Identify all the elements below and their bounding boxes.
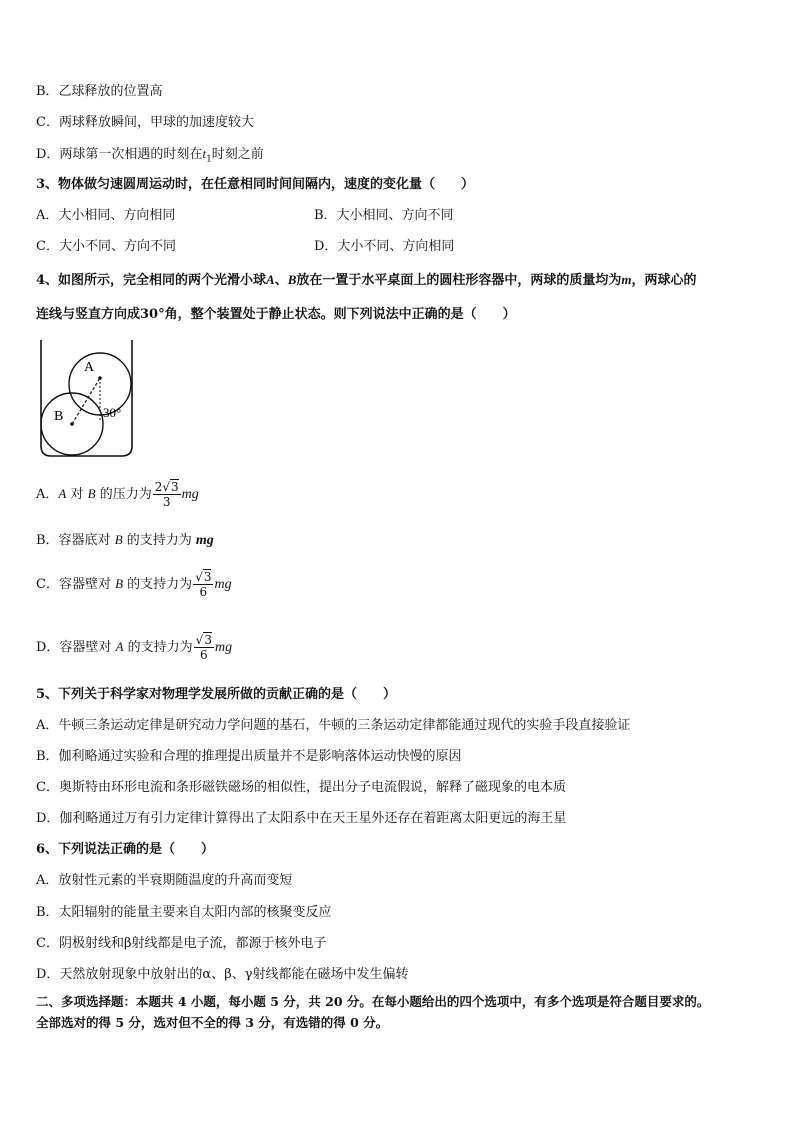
center-b	[70, 422, 74, 426]
q4-option-c-prefix: C．容器壁对	[36, 577, 116, 592]
q4-option-d-mg: mg	[214, 640, 233, 655]
q6-stem: 6、下列说法正确的是（ ）	[36, 842, 215, 857]
q3-option-a: A．大小相同、方向相同	[36, 208, 176, 223]
q4-option-b-prefix: B．容器底对	[36, 533, 115, 548]
q4-figure	[36, 338, 136, 462]
q5-option-d: D．伽利略通过万有引力定律计算得出了太阳系中在天王星外还存在着距离太阳更远的海王星	[36, 811, 567, 826]
q2-option-b: B．乙球释放的位置高	[36, 84, 163, 99]
q4-option-a-mg: mg	[181, 487, 199, 502]
q6-option-b: B．太阳辐射的能量主要来自太阳内部的核聚变反应	[36, 905, 332, 920]
q4-option-a-text: 的压力为	[95, 487, 152, 502]
q4-option-c-den: 6	[199, 585, 208, 599]
section2-line1: 二、多项选择题：本题共 4 小题，每小题 5 分，共 20 分。在每小题给出的四个选项中，有多个选项是符合题目要求的。	[36, 994, 710, 1009]
q4-option-b-text: 的支持力为	[122, 533, 196, 548]
q4-option-c-mg: mg	[214, 577, 232, 592]
q4-option-c-fraction: $\frac{√3}{6}$	[195, 570, 212, 599]
q4-sep: 、	[274, 273, 288, 288]
q4-option-b-var: B	[114, 532, 123, 547]
q4-option-b-mg: mg	[195, 533, 214, 548]
q2-option-d-text: D．两球第一次相遇的时刻在	[36, 147, 203, 162]
q4-option-c-text: 的支持力为	[123, 577, 193, 592]
q4-option-a-num-rad: 3	[171, 480, 179, 494]
q5-option-c: C．奥斯特由环形电流和条形磁铁磁场的相似性，提出分子电流假说，解释了磁现象的电本质	[36, 780, 566, 795]
q2-option-d-tail: 时刻之前	[211, 147, 264, 162]
q4-stem-text-c: ，两球心的	[631, 273, 697, 288]
q6-option-a: A．放射性元素的半衰期随温度的升高而变短	[36, 873, 293, 888]
q3-option-b: B．大小相同、方向不同	[314, 208, 454, 223]
q3-option-c: C．大小不同、方向不同	[36, 239, 176, 254]
q4-option-d-var: A	[115, 639, 124, 654]
q6-option-c: C．阴极射线和β射线都是电子流，都源于核外电子	[36, 936, 327, 951]
q4-stem-text-b: 放在一置于水平桌面上的圆柱形容器中，两球的质量均为	[296, 273, 622, 288]
q2-option-d-sub: 1	[206, 154, 212, 165]
q4-option-a-fraction: $\frac{2√3}{3}$	[154, 480, 179, 509]
q4-option-d-fraction: $\frac{√3}{6}$	[195, 633, 212, 662]
q4-option-a-num-coef: 2	[154, 480, 163, 494]
q4-option-a-var-a: A	[58, 486, 67, 501]
q4-ball-b: B	[287, 272, 297, 287]
q4-option-a-var-b: B	[87, 486, 96, 501]
q4-option-d-num-rad: 3	[204, 633, 212, 647]
q3-option-d: D．大小不同、方向相同	[314, 239, 455, 254]
q3-stem: 3、物体做匀速圆周运动时，在任意相同时间间隔内，速度的变化量（ ）	[36, 177, 475, 192]
q4-stem-text-a: 4、如图所示，完全相同的两个光滑小球	[36, 273, 267, 288]
q4-stem-line2: 连线与竖直方向成30°角，整个装置处于静止状态。则下列说法中正确的是（ ）	[36, 307, 516, 322]
label-angle: 30°	[103, 405, 122, 420]
q4-option-d-den: 6	[199, 648, 208, 662]
center-line	[72, 378, 100, 424]
label-b: B	[54, 409, 64, 424]
q4-option-d	[36, 629, 232, 665]
q4-option-a-den: 3	[162, 495, 171, 509]
q4-option-a	[36, 476, 199, 512]
q5-stem: 5、下列关于科学家对物理学发展所做的贡献正确的是（ ）	[36, 687, 397, 702]
q4-option-a-dui: 对	[66, 487, 88, 502]
q5-option-b: B．伽利略通过实验和合理的推理提出质量并不是影响落体运动快慢的原因	[36, 749, 462, 764]
q2-option-c: C．两球释放瞬间，甲球的加速度较大	[36, 115, 254, 130]
q4-option-d-text: 的支持力为	[123, 640, 193, 655]
q4-option-d-prefix: D．容器壁对	[36, 640, 116, 655]
section2-line2: 全部选对的得 5 分，选对但不全的得 3 分，有选错的得 0 分。	[36, 1015, 389, 1030]
q2-option-d	[36, 146, 264, 168]
q5-option-a: A．牛顿三条运动定律是研究动力学问题的基石，牛顿的三条运动定律都能通过现代的实验手段直接验证	[36, 718, 631, 733]
q2-option-d-var: t	[202, 146, 207, 161]
center-a	[98, 376, 102, 380]
q4-option-c	[36, 566, 232, 602]
q4-mass: m	[621, 272, 632, 287]
q4-ball-a: A	[266, 272, 275, 287]
q4-option-b	[36, 532, 214, 549]
q4-stem-line1	[36, 272, 697, 289]
q4-option-c-num-rad: 3	[203, 570, 212, 584]
q4-option-c-var: B	[115, 576, 124, 591]
label-a: A	[84, 360, 95, 375]
q4-option-a-prefix: A．	[36, 487, 59, 502]
q6-option-d: D．天然放射现象中放射出的α、β、γ射线都能在磁场中发生偏转	[36, 967, 409, 982]
